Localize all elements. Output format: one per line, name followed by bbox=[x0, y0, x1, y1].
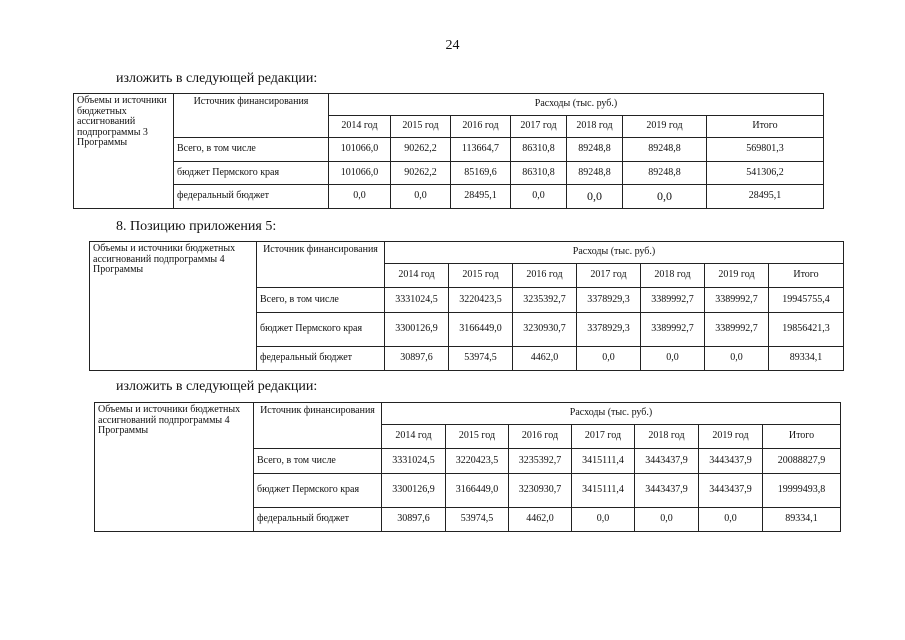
value-cell: 90262,2 bbox=[391, 162, 451, 185]
source-cell: бюджет Пермского края bbox=[257, 313, 385, 347]
year-header: 2017 год bbox=[572, 425, 635, 449]
value-cell: 3235392,7 bbox=[513, 288, 577, 313]
page-number: 24 bbox=[445, 38, 460, 53]
table-1-source-header: Источник финансирования bbox=[174, 94, 329, 138]
value-cell: 3443437,9 bbox=[635, 449, 699, 474]
value-cell: 89248,8 bbox=[623, 162, 707, 185]
value-cell: 3378929,3 bbox=[577, 313, 641, 347]
year-header: 2017 год bbox=[511, 116, 567, 138]
total-cell: 20088827,9 bbox=[763, 449, 841, 474]
value-cell: 0,0 bbox=[511, 185, 567, 209]
value-cell: 3443437,9 bbox=[699, 449, 763, 474]
total-cell: 19999493,8 bbox=[763, 474, 841, 508]
year-header: 2019 год bbox=[699, 425, 763, 449]
total-cell: 19945755,4 bbox=[769, 288, 844, 313]
value-cell: 30897,6 bbox=[385, 347, 449, 371]
value-cell: 0,0 bbox=[623, 185, 707, 209]
total-cell: 89334,1 bbox=[769, 347, 844, 371]
value-cell: 3415111,4 bbox=[572, 449, 635, 474]
year-header: 2017 год bbox=[577, 264, 641, 288]
table-2-label: Объемы и источники бюджетных ассигнований подпрограммы 4 Программы bbox=[90, 242, 257, 371]
value-cell: 3300126,9 bbox=[385, 313, 449, 347]
year-header: 2015 год bbox=[391, 116, 451, 138]
total-cell: 28495,1 bbox=[707, 185, 824, 209]
year-header: 2016 год bbox=[509, 425, 572, 449]
value-cell: 3166449,0 bbox=[449, 313, 513, 347]
source-cell: бюджет Пермского края bbox=[254, 474, 382, 508]
source-cell: бюджет Пермского края bbox=[174, 162, 329, 185]
value-cell: 3230930,7 bbox=[509, 474, 572, 508]
value-cell: 3235392,7 bbox=[509, 449, 572, 474]
value-cell: 90262,2 bbox=[391, 138, 451, 162]
total-header: Итого bbox=[707, 116, 824, 138]
value-cell: 85169,6 bbox=[451, 162, 511, 185]
value-cell: 3415111,4 bbox=[572, 474, 635, 508]
total-header: Итого bbox=[769, 264, 844, 288]
year-header: 2018 год bbox=[567, 116, 623, 138]
value-cell: 3443437,9 bbox=[699, 474, 763, 508]
year-header: 2014 год bbox=[382, 425, 446, 449]
table-1-label: Объемы и источники бюджетных ассигнований подпрограммы 3 Программы bbox=[74, 94, 174, 209]
value-cell: 3389992,7 bbox=[641, 313, 705, 347]
value-cell: 89248,8 bbox=[567, 162, 623, 185]
value-cell: 3389992,7 bbox=[705, 288, 769, 313]
table-3-expenses-header: Расходы (тыс. руб.) bbox=[382, 403, 841, 425]
year-header: 2015 год bbox=[449, 264, 513, 288]
value-cell: 53974,5 bbox=[449, 347, 513, 371]
budget-table-subprogram-3 bbox=[73, 93, 824, 209]
paragraph-restate-2: изложить в следующей редакции: bbox=[116, 379, 318, 394]
table-2-expenses-header: Расходы (тыс. руб.) bbox=[385, 242, 844, 264]
value-cell: 3389992,7 bbox=[641, 288, 705, 313]
year-header: 2014 год bbox=[385, 264, 449, 288]
year-header: 2016 год bbox=[451, 116, 511, 138]
year-header: 2019 год bbox=[705, 264, 769, 288]
year-header: 2018 год bbox=[641, 264, 705, 288]
total-header: Итого bbox=[763, 425, 841, 449]
table-1-expenses-header: Расходы (тыс. руб.) bbox=[329, 94, 824, 116]
value-cell: 3331024,5 bbox=[385, 288, 449, 313]
value-cell: 0,0 bbox=[567, 185, 623, 209]
table-2-source-header: Источник финансирования bbox=[257, 242, 385, 288]
budget-table-subprogram-4-old bbox=[89, 241, 844, 371]
total-cell: 569801,3 bbox=[707, 138, 824, 162]
value-cell: 0,0 bbox=[577, 347, 641, 371]
value-cell: 0,0 bbox=[329, 185, 391, 209]
year-header: 2016 год bbox=[513, 264, 577, 288]
value-cell: 0,0 bbox=[635, 508, 699, 532]
year-header: 2019 год bbox=[623, 116, 707, 138]
value-cell: 89248,8 bbox=[567, 138, 623, 162]
table-3-label: Объемы и источники бюджетных ассигнований подпрограммы 4 Программы bbox=[95, 403, 254, 532]
value-cell: 0,0 bbox=[641, 347, 705, 371]
source-cell: федеральный бюджет bbox=[174, 185, 329, 209]
year-header: 2015 год bbox=[446, 425, 509, 449]
table-row bbox=[74, 185, 824, 209]
source-cell: Всего, в том числе bbox=[174, 138, 329, 162]
total-cell: 541306,2 bbox=[707, 162, 824, 185]
source-cell: федеральный бюджет bbox=[257, 347, 385, 371]
value-cell: 101066,0 bbox=[329, 138, 391, 162]
source-cell: федеральный бюджет bbox=[254, 508, 382, 532]
value-cell: 86310,8 bbox=[511, 162, 567, 185]
value-cell: 3220423,5 bbox=[446, 449, 509, 474]
paragraph-restate-1: изложить в следующей редакции: bbox=[116, 71, 318, 86]
value-cell: 3389992,7 bbox=[705, 313, 769, 347]
value-cell: 0,0 bbox=[572, 508, 635, 532]
source-cell: Всего, в том числе bbox=[254, 449, 382, 474]
value-cell: 0,0 bbox=[705, 347, 769, 371]
year-header: 2014 год bbox=[329, 116, 391, 138]
value-cell: 3220423,5 bbox=[449, 288, 513, 313]
value-cell: 3166449,0 bbox=[446, 474, 509, 508]
year-header: 2018 год bbox=[635, 425, 699, 449]
value-cell: 4462,0 bbox=[509, 508, 572, 532]
value-cell: 3378929,3 bbox=[577, 288, 641, 313]
value-cell: 30897,6 bbox=[382, 508, 446, 532]
value-cell: 113664,7 bbox=[451, 138, 511, 162]
total-cell: 19856421,3 bbox=[769, 313, 844, 347]
value-cell: 4462,0 bbox=[513, 347, 577, 371]
value-cell: 89248,8 bbox=[623, 138, 707, 162]
value-cell: 3300126,9 bbox=[382, 474, 446, 508]
value-cell: 86310,8 bbox=[511, 138, 567, 162]
value-cell: 0,0 bbox=[391, 185, 451, 209]
value-cell: 3230930,7 bbox=[513, 313, 577, 347]
value-cell: 101066,0 bbox=[329, 162, 391, 185]
total-cell: 89334,1 bbox=[763, 508, 841, 532]
value-cell: 28495,1 bbox=[451, 185, 511, 209]
paragraph-position-appendix: 8. Позицию приложения 5: bbox=[116, 219, 277, 234]
value-cell: 0,0 bbox=[699, 508, 763, 532]
value-cell: 53974,5 bbox=[446, 508, 509, 532]
budget-table-subprogram-4-new bbox=[94, 402, 841, 532]
table-3-source-header: Источник финансирования bbox=[254, 403, 382, 449]
table-row bbox=[74, 138, 824, 162]
value-cell: 3331024,5 bbox=[382, 449, 446, 474]
source-cell: Всего, в том числе bbox=[257, 288, 385, 313]
table-row bbox=[74, 162, 824, 185]
value-cell: 3443437,9 bbox=[635, 474, 699, 508]
